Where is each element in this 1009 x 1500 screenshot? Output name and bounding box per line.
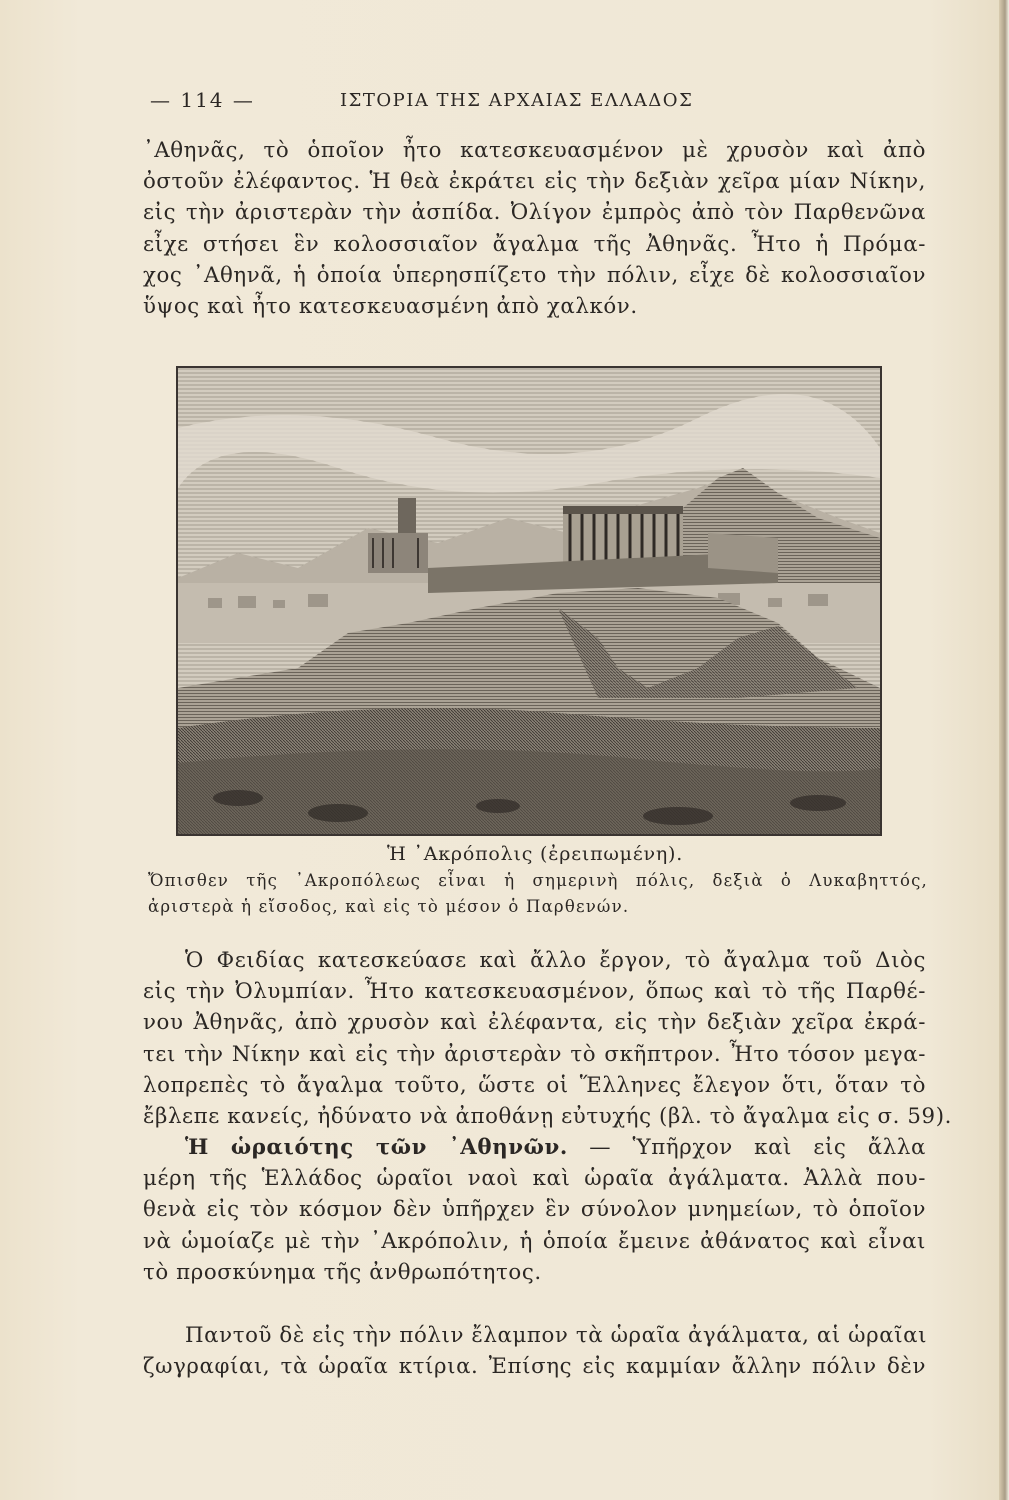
- running-title: ΙΣΤΟΡΙΑ ΤΗΣ ΑΡΧΑΙΑΣ ΕΛΛΑΔΟΣ: [340, 90, 694, 111]
- page-edge-shadow: [999, 0, 1009, 1500]
- text-line: [143, 1132, 926, 1163]
- figure-caption: [148, 868, 928, 920]
- text-line: εἰς τὴν Ὀλυμπίαν. Ἦτο κατεσκευασμένον, ὅπως καὶ τὸ τῆς Παρθέ-: [143, 979, 926, 1005]
- section-heading: Ἡ ὡραιότης τῶν ᾿Αθηνῶν.: [185, 1135, 568, 1160]
- text-line: ὀστοῦν ἐλέφαντος. Ἡ θεὰ ἐκράτει εἰς τὴν δεξιὰν χεῖρα μίαν Νίκην,: [143, 169, 926, 195]
- paragraph-beauty-of-athens: [143, 1132, 926, 1288]
- text-line: εἶχε στήσει ἓν κολοσσιαῖον ἄγαλμα τῆς Ἀθηνᾶς. Ἦτο ἡ Πρόμα-: [143, 231, 926, 257]
- text-line: χος ᾿Αθηνᾶ, ἡ ὁποία ὑπερησπίζετο τὴν πόλιν, εἶχε δὲ κολοσσιαῖον: [143, 262, 926, 288]
- text-line: ζωγραφίαι, τὰ ὡραῖα κτίρια. Ἐπίσης εἰς καμμίαν ἄλλην πόλιν δὲν: [143, 1354, 926, 1380]
- text-line: μέρη τῆς Ἑλλάδος ὡραῖοι ναοὶ καὶ ὡραῖα ἀγάλματα. Ἀλλὰ που-: [143, 1166, 926, 1192]
- text-line: θενὰ εἰς τὸν κόσμον δὲν ὑπῆρχεν ἓν σύνολον μνημείων, τὸ ὁποῖον: [143, 1197, 926, 1223]
- caption-line: Ὄπισθεν τῆς ᾿Ακροπόλεως εἶναι ἡ σημερινὴ πόλις, δεξιὰ ὁ Λυκαβηττός,: [148, 871, 928, 890]
- paragraph-athena-statue: [143, 135, 926, 322]
- text-line: εἰς τὴν ἀριστερὰν τὴν ἀσπίδα. Ὀλίγον ἐμπρὸς ἀπὸ τὸν Παρθενῶνα: [143, 200, 926, 226]
- figure-caption-title: Ἡ ᾿Ακρόπολις (ἐρειπωμένη).: [386, 843, 684, 865]
- text-line: λοπρεπὲς τὸ ἄγαλμα τοῦτο, ὥστε οἱ Ἕλληνες ἔλεγον ὅτι, ὅταν τὸ: [143, 1072, 926, 1098]
- text-line: ὕψος καὶ ἦτο κατεσκευασμένη ἀπὸ χαλκόν.: [143, 294, 638, 320]
- text-line: νου Ἀθηνᾶς, ἀπὸ χρυσὸν καὶ ἐλέφαντα, εἰς τὴν δεξιὰν χεῖρα ἐκρά-: [143, 1010, 926, 1036]
- paragraph-everywhere: [143, 1320, 926, 1382]
- running-header: [140, 88, 940, 118]
- caption-line: ἀριστερὰ ἡ εἴσοδος, καὶ εἰς τὸ μέσον ὁ Παρθενών.: [148, 897, 630, 916]
- text-line: Παντοῦ δὲ εἰς τὴν πόλιν ἔλαμπον τὰ ὡραῖα ἀγάλματα, αἱ ὡραῖαι: [185, 1323, 928, 1348]
- text-line: ἔβλεπε κανείς, ἠδύνατο νὰ ἀποθάνῃ εὐτυχής (βλ. τὸ ἄγαλμα εἰς σ. 59).: [143, 1104, 952, 1130]
- heading-continuation: — Ὑπῆρχον καὶ εἰς ἄλλα: [589, 1135, 926, 1160]
- paragraph-zeus-statue: [143, 945, 952, 1132]
- text-line: ᾿Αθηνᾶς, τὸ ὁποῖον ἦτο κατεσκευασμένον μὲ χρυσὸν καὶ ἀπὸ: [143, 138, 926, 163]
- engraving-illustration: [178, 368, 880, 834]
- text-line: Ὁ Φειδίας κατεσκεύασε καὶ ἄλλο ἔργον, τὸ ἄγαλμα τοῦ Διὸς: [185, 948, 926, 973]
- page-number: — 114 —: [150, 88, 255, 112]
- text-line: τὸ προσκύνημα τῆς ἀνθρωπότητος.: [143, 1259, 542, 1285]
- acropolis-engraving: [176, 366, 882, 836]
- text-line: νὰ ὡμοίαζε μὲ τὴν ᾿Ακρόπολιν, ἡ ὁποία ἔμεινε ἀθάνατος καὶ εἶναι: [143, 1228, 926, 1254]
- text-line: τει τὴν Νίκην καὶ εἰς τὴν ἀριστερὰν τὸ σκῆπτρον. Ἦτο τόσον μεγα-: [143, 1041, 926, 1067]
